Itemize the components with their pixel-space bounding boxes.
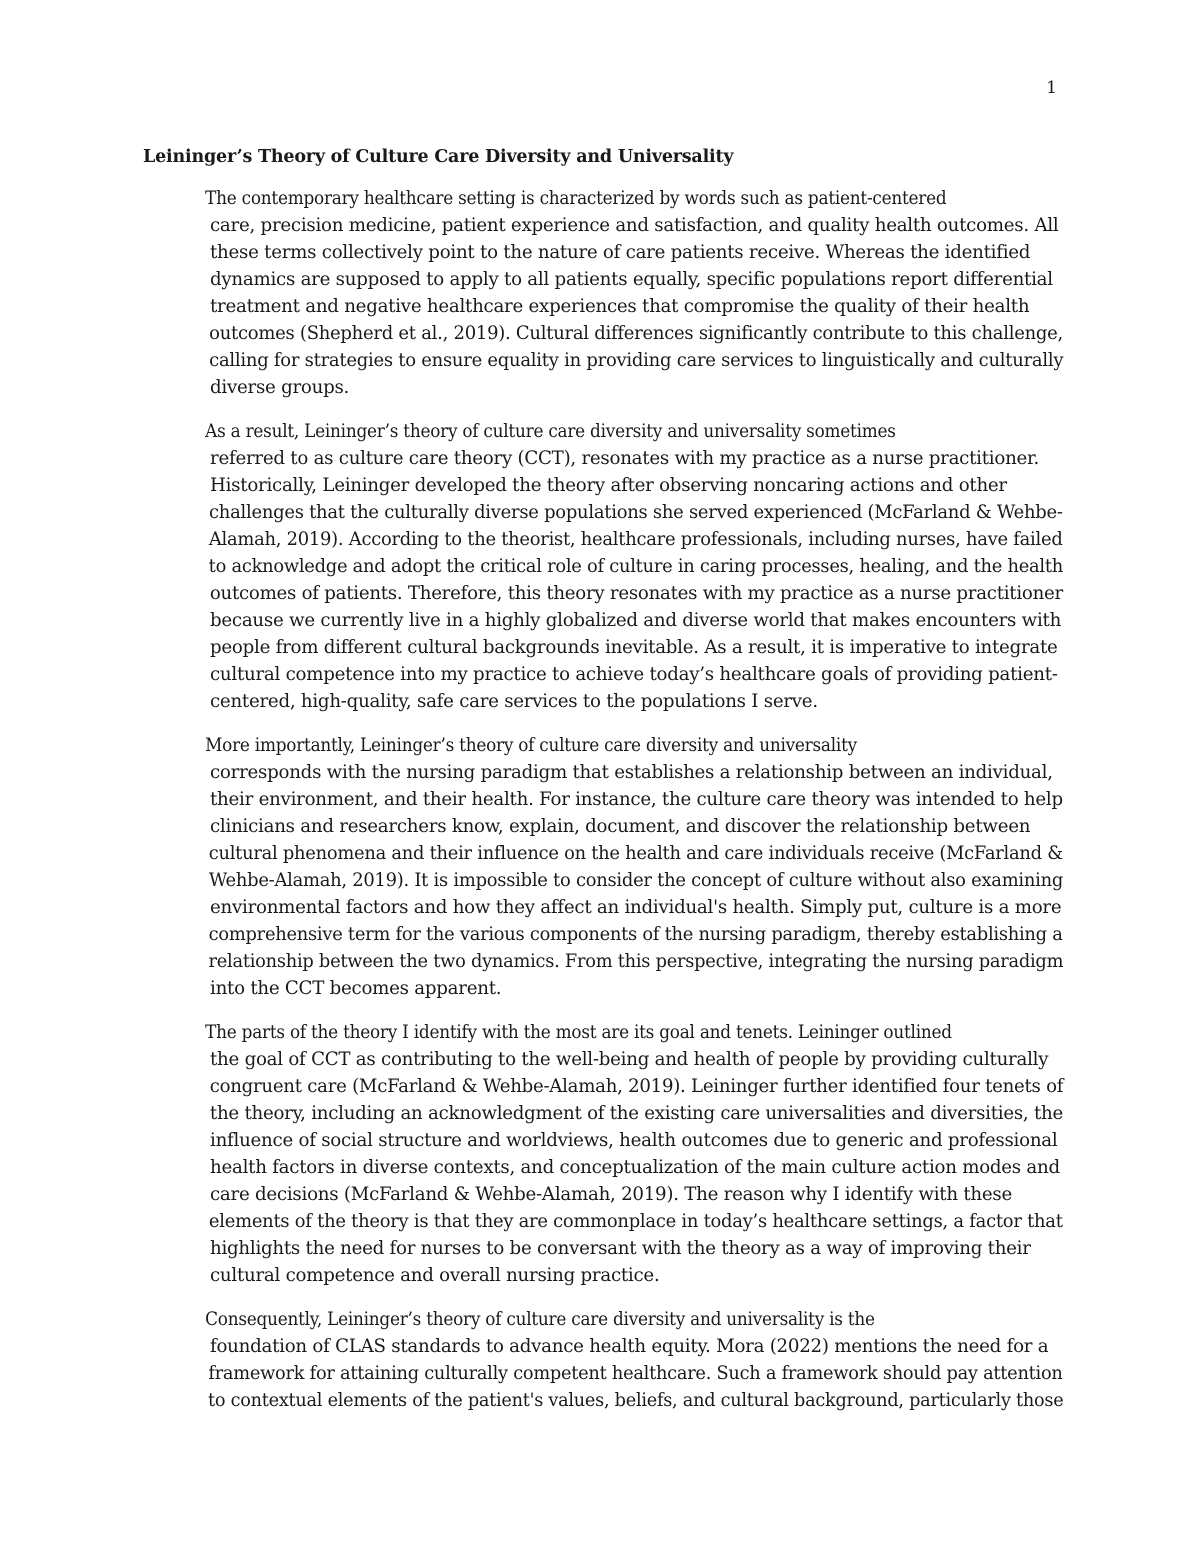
text-line: The contemporary healthcare setting is characterized by words such as patient-centered (205, 188, 947, 209)
text-line: Historically, Leininger developed the theory after observing noncaring actions and other (210, 475, 1007, 496)
text-line: relationship between the two dynamics. From this perspective, integrating the nursing paradigm (208, 951, 1064, 972)
paragraph-4 (143, 1019, 1063, 1289)
text-line: corresponds with the nursing paradigm that establishes a relationship between an individual, (210, 762, 1053, 783)
paragraph-3 (143, 732, 1063, 1002)
text-line: to contextual elements of the patient's values, beliefs, and cultural background, particularly those (208, 1390, 1064, 1411)
text-line: to acknowledge and adopt the critical role of culture in caring processes, healing, and the health (208, 556, 1064, 577)
text-line: because we currently live in a highly globalized and diverse world that makes encounters with (210, 610, 1062, 631)
text-line: More importantly, Leininger’s theory of culture care diversity and universality (205, 735, 857, 756)
text-line: health factors in diverse contexts, and conceptualization of the main culture action modes and (210, 1157, 1060, 1178)
text-line: care decisions (McFarland & Wehbe-Alamah, 2019). The reason why I identify with these (210, 1184, 1012, 1205)
page-number: 1 (1046, 78, 1057, 98)
text-line: care, precision medicine, patient experience and satisfaction, and quality health outcomes. All (210, 215, 1059, 236)
text-line: outcomes (Shepherd et al., 2019). Cultural differences significantly contribute to this challenge, (209, 323, 1064, 344)
text-line: treatment and negative healthcare experiences that compromise the quality of their health (210, 296, 1030, 317)
text-line: Consequently, Leininger’s theory of culture care diversity and universality is the (205, 1309, 875, 1330)
text-line: cultural competence and overall nursing practice. (210, 1265, 660, 1286)
text-line: elements of the theory is that they are commonplace in today’s healthcare settings, a factor that (208, 1211, 1063, 1232)
text-line: cultural competence into my practice to achieve today’s healthcare goals of providing patient- (210, 664, 1058, 685)
text-line: highlights the need for nurses to be conversant with the theory as a way of improving their (210, 1238, 1031, 1259)
text-line: people from different cultural backgrounds inevitable. As a result, it is imperative to integrate (210, 637, 1058, 658)
text-line: dynamics are supposed to apply to all patients equally, specific populations report differential (210, 269, 1053, 290)
document-title: Leininger’s Theory of Culture Care Diversity and Universality (143, 147, 734, 167)
text-line: comprehensive term for the various components of the nursing paradigm, thereby establishing a (208, 924, 1063, 945)
text-line: centered, high-quality, safe care services to the populations I serve. (210, 691, 818, 712)
text-line: the goal of CCT as contributing to the well-being and health of people by providing culturally (210, 1049, 1049, 1070)
text-line: diverse groups. (210, 377, 350, 398)
paragraph-5 (143, 1306, 1063, 1414)
text-line: congruent care (McFarland & Wehbe-Alamah, 2019). Leininger further identified four tenets of (209, 1076, 1064, 1097)
text-line: Wehbe-Alamah, 2019). It is impossible to consider the concept of culture without also examining (208, 870, 1064, 891)
text-line: referred to as culture care theory (CCT), resonates with my practice as a nurse practitioner. (210, 448, 1040, 469)
text-line: calling for strategies to ensure equality in providing care services to linguistically and culturally (209, 350, 1064, 371)
text-line: The parts of the theory I identify with the most are its goal and tenets. Leininger outlined (205, 1022, 952, 1043)
text-line: challenges that the culturally diverse populations she served experienced (McFarland & Wehbe- (208, 502, 1063, 523)
text-line: influence of social structure and worldviews, health outcomes due to generic and professional (210, 1130, 1058, 1151)
paragraph-2 (143, 418, 1063, 715)
text-line: into the CCT becomes apparent. (210, 978, 502, 999)
text-line: their environment, and their health. For instance, the culture care theory was intended to help (210, 789, 1063, 810)
text-line: environmental factors and how they affect an individual's health. Simply put, culture is a more (210, 897, 1062, 918)
text-line: these terms collectively point to the nature of care patients receive. Whereas the identified (210, 242, 1031, 263)
text-line: framework for attaining culturally competent healthcare. Such a framework should pay attention (208, 1363, 1063, 1384)
paragraph-1 (143, 185, 1063, 401)
text-line: Alamah, 2019). According to the theorist, healthcare professionals, including nurses, have failed (208, 529, 1063, 550)
text-line: As a result, Leininger’s theory of culture care diversity and universality sometimes (205, 421, 896, 442)
document-body (143, 185, 1063, 1431)
text-line: the theory, including an acknowledgment of the existing care universalities and diversities, the (209, 1103, 1063, 1124)
text-line: clinicians and researchers know, explain, document, and discover the relationship between (210, 816, 1031, 837)
text-line: cultural phenomena and their influence on the health and care individuals receive (McFarland & (208, 843, 1063, 864)
text-line: foundation of CLAS standards to advance health equity. Mora (2022) mentions the need for a (210, 1336, 1049, 1357)
text-line: outcomes of patients. Therefore, this theory resonates with my practice as a nurse practitioner (209, 583, 1063, 604)
